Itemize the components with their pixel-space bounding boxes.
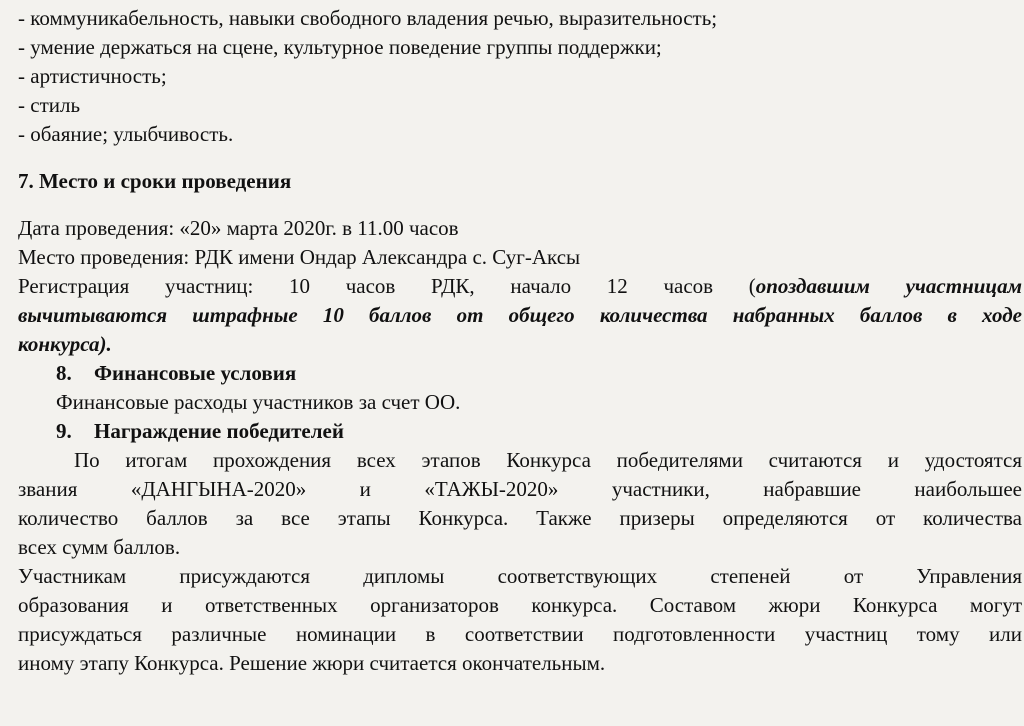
penalty-note-line-3: конкурса). bbox=[18, 332, 112, 356]
list-item: - стиль bbox=[18, 93, 81, 117]
section-9-heading bbox=[18, 417, 1022, 446]
paragraph-line: всех сумм баллов. bbox=[18, 535, 181, 559]
awards-paragraph-2 bbox=[18, 562, 1022, 678]
section-9-number: 9. bbox=[56, 419, 72, 443]
penalty-note-start: опоздавшим участницам bbox=[755, 274, 1022, 298]
list-item: - умение держаться на сцене, культурное поведение группы поддержки; bbox=[18, 35, 662, 59]
registration-text: Регистрация участниц: 10 часов РДК, начало 12 часов ( bbox=[18, 274, 756, 298]
section-8-title: Финансовые условия bbox=[94, 361, 297, 385]
list-item: - коммуникабельность, навыки свободного владения речью, выразительность; bbox=[18, 6, 718, 30]
section-8-number: 8. bbox=[56, 361, 72, 385]
section-7-heading: 7. Место и сроки проведения bbox=[18, 169, 292, 193]
finance-text: Финансовые расходы участников за счет ОО. bbox=[56, 390, 461, 414]
paragraph-line: По итогам прохождения всех этапов Конкурса победителями считаются и удостоятся bbox=[74, 448, 1022, 472]
paragraph-line: количество баллов за все этапы Конкурса. Также призеры определяются от количества bbox=[18, 506, 1022, 530]
paragraph-line: звания «ДАНГЫНА-2020» и «ТАЖЫ-2020» участники, набравшие наибольшее bbox=[18, 477, 1022, 501]
penalty-note-line-2: вычитываются штрафные 10 баллов от общего количества набранных баллов в ходе bbox=[18, 303, 1022, 327]
criteria-list bbox=[18, 4, 1022, 149]
section-9-title: Награждение победителей bbox=[94, 419, 344, 443]
paragraph-line: иному этапу Конкурса. Решение жюри считается окончательным. bbox=[18, 651, 606, 675]
list-item: - обаяние; улыбчивость. bbox=[18, 122, 234, 146]
list-item: - артистичность; bbox=[18, 64, 167, 88]
section-8-heading bbox=[18, 359, 1022, 388]
event-place: Место проведения: РДК имени Ондар Александра с. Суг-Аксы bbox=[18, 245, 581, 269]
event-date: Дата проведения: «20» марта 2020г. в 11.00 часов bbox=[18, 216, 459, 240]
registration-line-1 bbox=[18, 272, 1022, 301]
paragraph-line: Участникам присуждаются дипломы соответствующих степеней от Управления bbox=[18, 564, 1022, 588]
paragraph-line: присуждаться различные номинации в соответствии подготовленности участниц тому или bbox=[18, 622, 1022, 646]
paragraph-line: образования и ответственных организаторов конкурса. Составом жюри Конкурса могут bbox=[18, 593, 1022, 617]
awards-paragraph-1 bbox=[18, 446, 1022, 562]
